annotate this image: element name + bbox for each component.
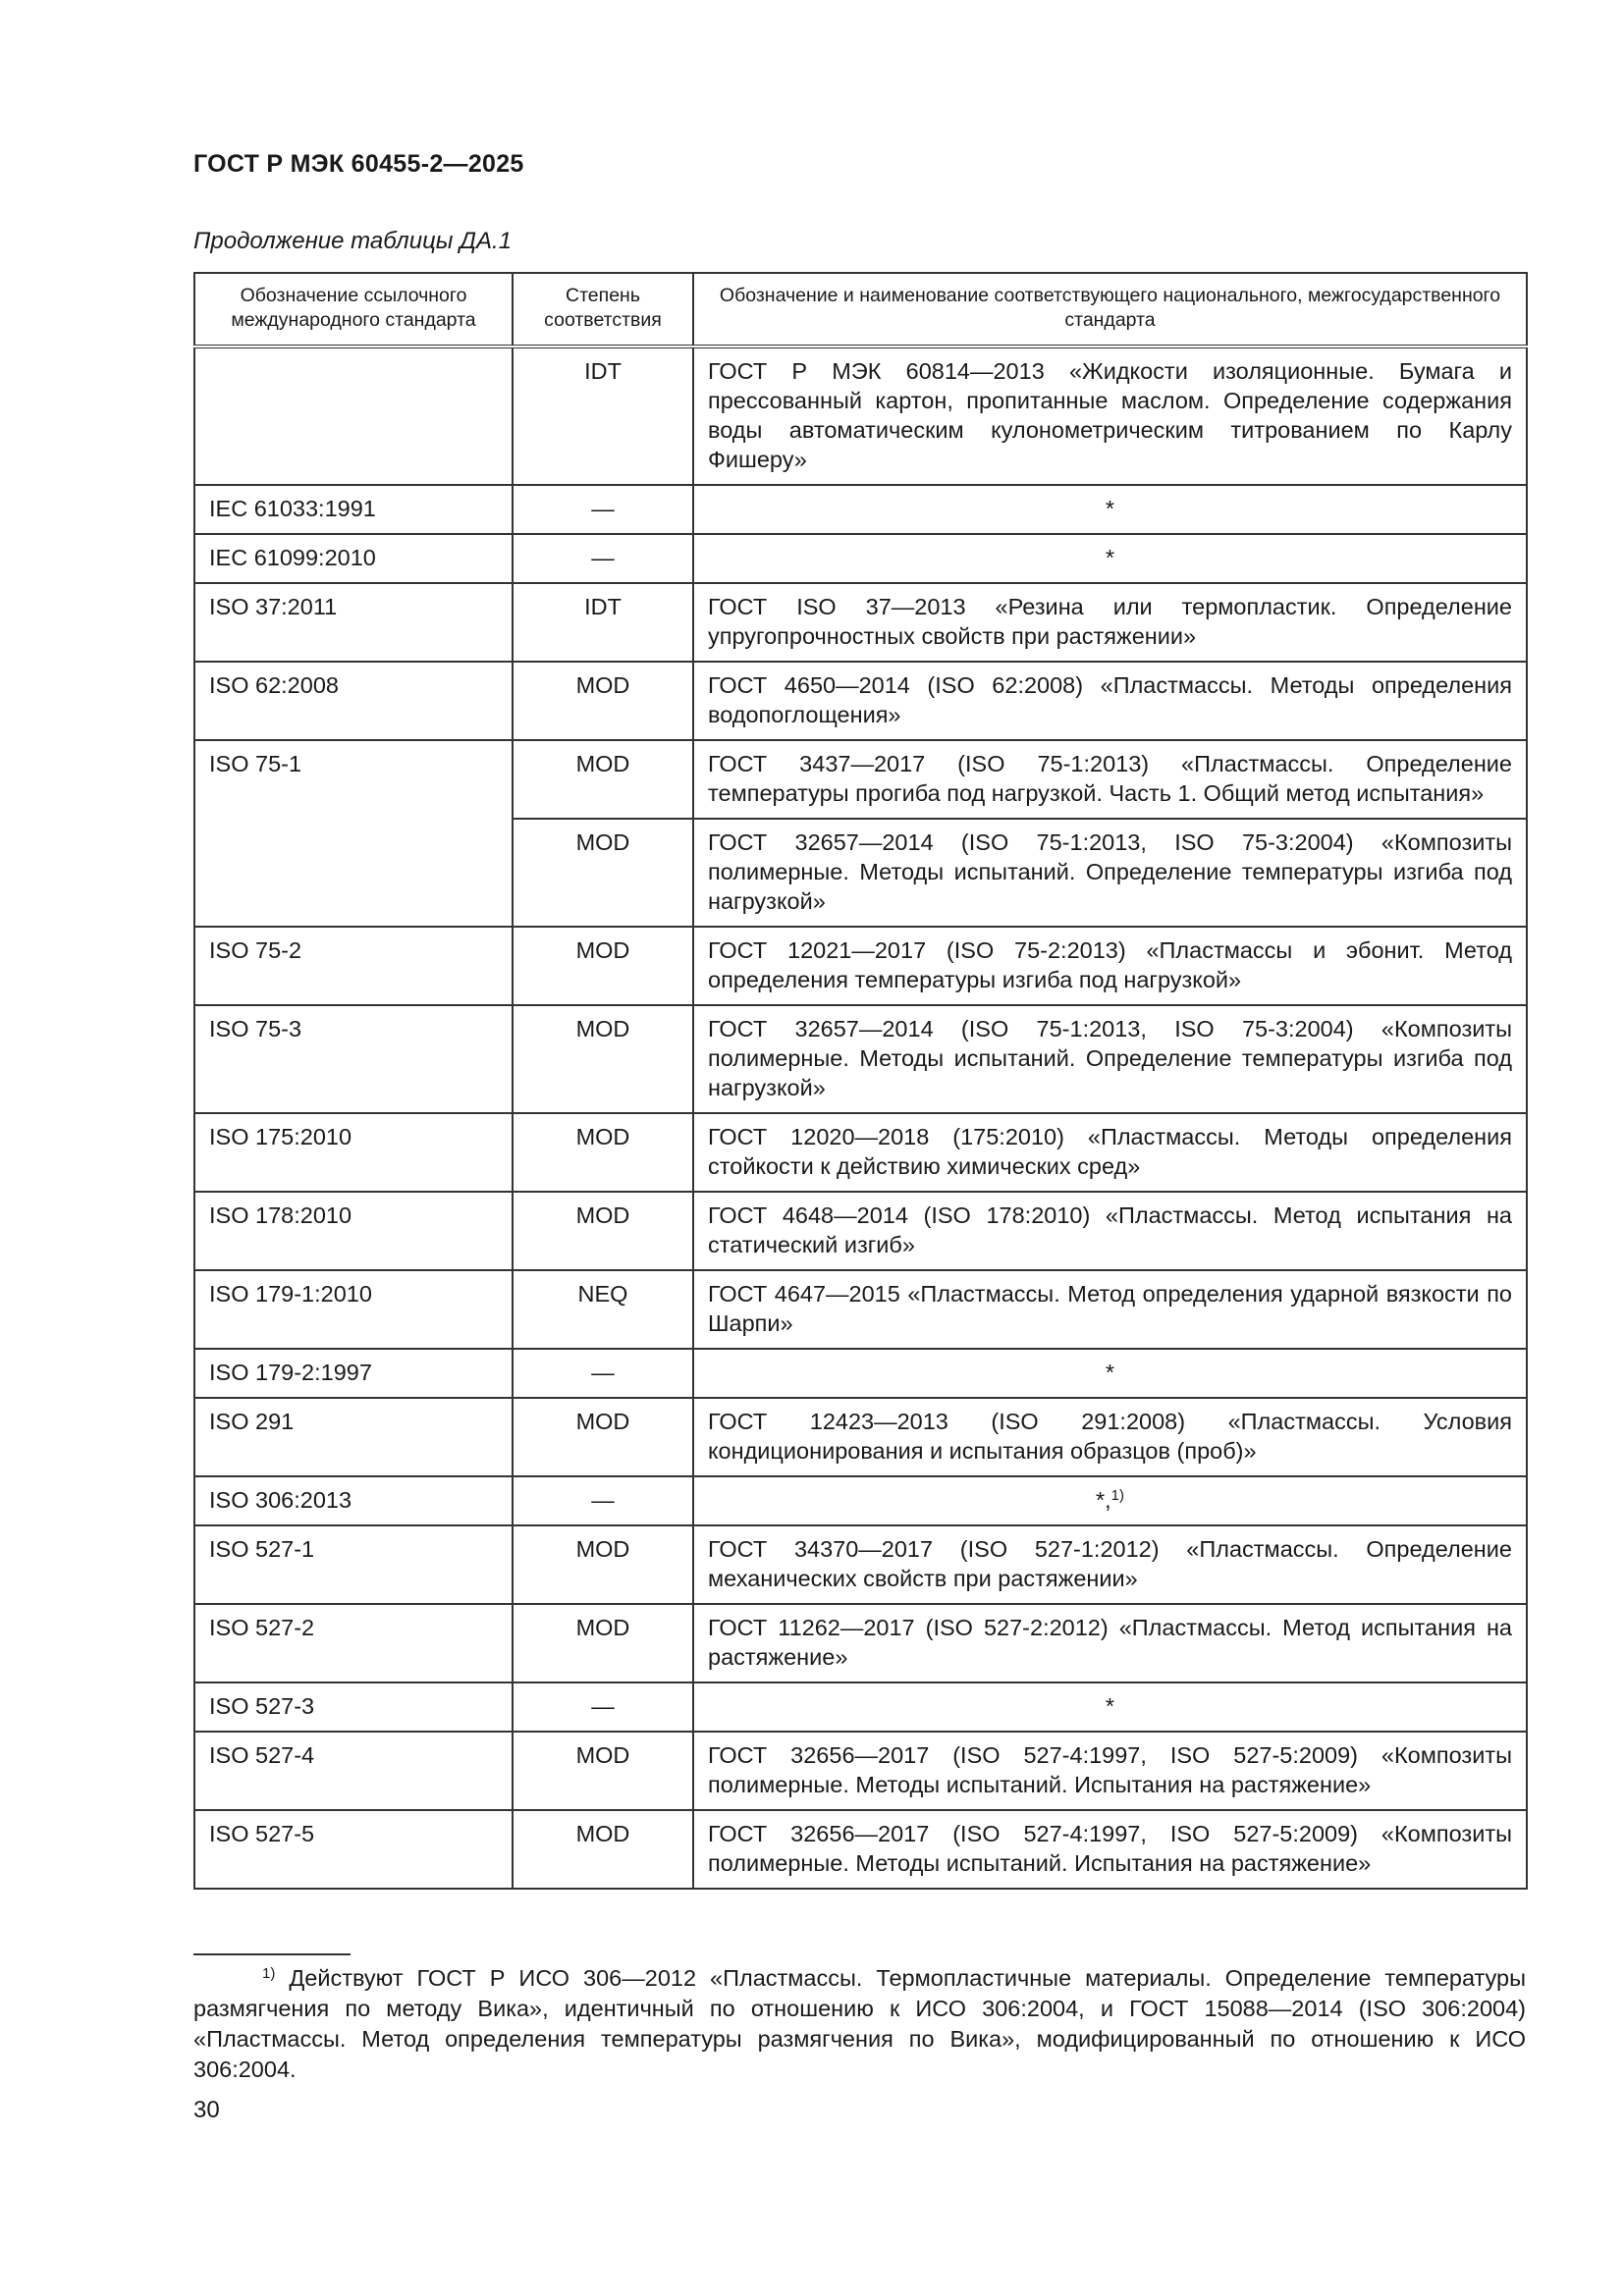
- footnote: [193, 1963, 1526, 2085]
- cell-reference: ISO 75-1: [194, 740, 513, 927]
- cell-national: ГОСТ 3437—2017 (ISO 75-1:2013) «Пластмассы. Определение температуры прогиба под нагрузкой. Часть 1. Общий метод испытания»: [693, 740, 1527, 819]
- cell-national: ГОСТ 32656—2017 (ISO 527-4:1997, ISO 527-5:2009) «Композиты полимерные. Методы испытаний. Испытания на растяжение»: [693, 1810, 1527, 1889]
- table-header-row: [194, 273, 1527, 347]
- document-header: ГОСТ Р МЭК 60455-2—2025: [193, 150, 524, 178]
- cell-reference: ISO 291: [194, 1398, 513, 1476]
- cell-national: *: [693, 1682, 1527, 1732]
- cell-national: ГОСТ 12020—2018 (175:2010) «Пластмассы. Методы определения стойкости к действию химических сред»: [693, 1113, 1527, 1192]
- table-row: [194, 1192, 1527, 1270]
- cell-reference: ISO 37:2011: [194, 583, 513, 662]
- cell-degree: NEQ: [513, 1270, 693, 1349]
- cell-reference: ISO 527-2: [194, 1604, 513, 1682]
- cell-national: *: [693, 1349, 1527, 1398]
- cell-national: [693, 1476, 1527, 1525]
- footnote-divider: [193, 1953, 351, 1955]
- cell-national: ГОСТ 32656—2017 (ISO 527-4:1997, ISO 527-5:2009) «Композиты полимерные. Методы испытаний. Испытания на растяжение»: [693, 1732, 1527, 1810]
- table-row: [194, 347, 1527, 485]
- cell-degree: MOD: [513, 1005, 693, 1113]
- cell-degree: MOD: [513, 927, 693, 1005]
- table-row: [194, 1732, 1527, 1810]
- cell-degree: —: [513, 485, 693, 534]
- cell-degree: MOD: [513, 819, 693, 927]
- cell-reference: ISO 527-3: [194, 1682, 513, 1732]
- cell-reference: ISO 175:2010: [194, 1113, 513, 1192]
- table-row: [194, 1810, 1527, 1889]
- cell-national: *: [693, 534, 1527, 583]
- cell-reference: [194, 347, 513, 485]
- cell-national: *: [693, 485, 1527, 534]
- cell-national: ГОСТ 4648—2014 (ISO 178:2010) «Пластмассы. Метод испытания на статический изгиб»: [693, 1192, 1527, 1270]
- footnote-marker: 1): [262, 1965, 276, 1982]
- cell-degree: MOD: [513, 1732, 693, 1810]
- cell-reference: ISO 179-1:2010: [194, 1270, 513, 1349]
- not-available-mark: *,: [1095, 1487, 1111, 1513]
- column-header-reference: Обозначение ссылочного международного стандарта: [194, 273, 513, 347]
- cell-reference: ISO 62:2008: [194, 662, 513, 740]
- cell-degree: IDT: [513, 347, 693, 485]
- table-row: [194, 1349, 1527, 1398]
- cell-reference: ISO 527-4: [194, 1732, 513, 1810]
- cell-degree: MOD: [513, 1810, 693, 1889]
- cell-national: ГОСТ ISO 37—2013 «Резина или термопластик. Определение упругопрочностных свойств при растяжении»: [693, 583, 1527, 662]
- table-row: [194, 1682, 1527, 1732]
- table-row: [194, 1604, 1527, 1682]
- cell-degree: MOD: [513, 740, 693, 819]
- cell-reference: ISO 75-2: [194, 927, 513, 1005]
- footnote-text: Действуют ГОСТ Р ИСО 306—2012 «Пластмассы. Термопластичные материалы. Определение температуры размягчения по методу Вика», идентичный по отношению к ИСО 306:2004, и ГОСТ 15088—2014 (ISO 306:2004) «Пластмассы. Метод определения температуры размягчения по Вика», модифицированный по отношению к ИСО 306:2004.: [193, 1965, 1526, 2082]
- cell-degree: MOD: [513, 1398, 693, 1476]
- cell-degree: MOD: [513, 1192, 693, 1270]
- cell-reference: ISO 306:2013: [194, 1476, 513, 1525]
- cell-degree: MOD: [513, 662, 693, 740]
- cell-reference: ISO 75-3: [194, 1005, 513, 1113]
- cell-national: ГОСТ 32657—2014 (ISO 75-1:2013, ISO 75-3:2004) «Композиты полимерные. Методы испытаний. Определение температуры изгиба под нагрузкой»: [693, 819, 1527, 927]
- table-row: [194, 1005, 1527, 1113]
- cell-national: ГОСТ 4650—2014 (ISO 62:2008) «Пластмассы. Методы определения водопоглощения»: [693, 662, 1527, 740]
- cell-degree: MOD: [513, 1113, 693, 1192]
- table-row: [194, 1398, 1527, 1476]
- cell-degree: —: [513, 1476, 693, 1525]
- cell-national: ГОСТ 12423—2013 (ISO 291:2008) «Пластмассы. Условия кондиционирования и испытания образцов (проб)»: [693, 1398, 1527, 1476]
- footnote-reference: 1): [1110, 1487, 1125, 1504]
- cell-degree: MOD: [513, 1604, 693, 1682]
- cell-national: ГОСТ 34370—2017 (ISO 527-1:2012) «Пластмассы. Определение механических свойств при растяжении»: [693, 1525, 1527, 1604]
- table-caption: Продолжение таблицы ДА.1: [193, 228, 513, 254]
- page-number: 30: [193, 2097, 220, 2123]
- cell-degree: —: [513, 1682, 693, 1732]
- cell-reference: IEC 61099:2010: [194, 534, 513, 583]
- reference-standards-table: [193, 272, 1528, 1890]
- table-row: [194, 485, 1527, 534]
- table-row: [194, 740, 1527, 819]
- cell-reference: IEC 61033:1991: [194, 485, 513, 534]
- cell-degree: MOD: [513, 1525, 693, 1604]
- cell-degree: IDT: [513, 583, 693, 662]
- cell-reference: ISO 179-2:1997: [194, 1349, 513, 1398]
- cell-degree: —: [513, 1349, 693, 1398]
- column-header-degree: Степень соответствия: [513, 273, 693, 347]
- table-row: [194, 927, 1527, 1005]
- table-row: [194, 534, 1527, 583]
- table-row: [194, 662, 1527, 740]
- cell-reference: ISO 527-5: [194, 1810, 513, 1889]
- column-header-national: Обозначение и наименование соответствующего национального, межгосударственного стандарта: [693, 273, 1527, 347]
- cell-reference: ISO 527-1: [194, 1525, 513, 1604]
- table-row: [194, 1270, 1527, 1349]
- table-row: [194, 1476, 1527, 1525]
- cell-national: ГОСТ Р МЭК 60814—2013 «Жидкости изоляционные. Бумага и прессованный картон, пропитанные маслом. Определение содержания воды автоматическим кулонометрическим титрованием по Карлу Фишеру»: [693, 347, 1527, 485]
- cell-national: ГОСТ 12021—2017 (ISO 75-2:2013) «Пластмассы и эбонит. Метод определения температуры изгиба под нагрузкой»: [693, 927, 1527, 1005]
- cell-national: ГОСТ 32657—2014 (ISO 75-1:2013, ISO 75-3:2004) «Композиты полимерные. Методы испытаний. Определение температуры изгиба под нагрузкой»: [693, 1005, 1527, 1113]
- cell-degree: —: [513, 534, 693, 583]
- table-row: [194, 583, 1527, 662]
- table-row: [194, 1113, 1527, 1192]
- cell-national: ГОСТ 4647—2015 «Пластмассы. Метод определения ударной вязкости по Шарпи»: [693, 1270, 1527, 1349]
- table-row: [194, 1525, 1527, 1604]
- cell-national: ГОСТ 11262—2017 (ISO 527-2:2012) «Пластмассы. Метод испытания на растяжение»: [693, 1604, 1527, 1682]
- cell-reference: ISO 178:2010: [194, 1192, 513, 1270]
